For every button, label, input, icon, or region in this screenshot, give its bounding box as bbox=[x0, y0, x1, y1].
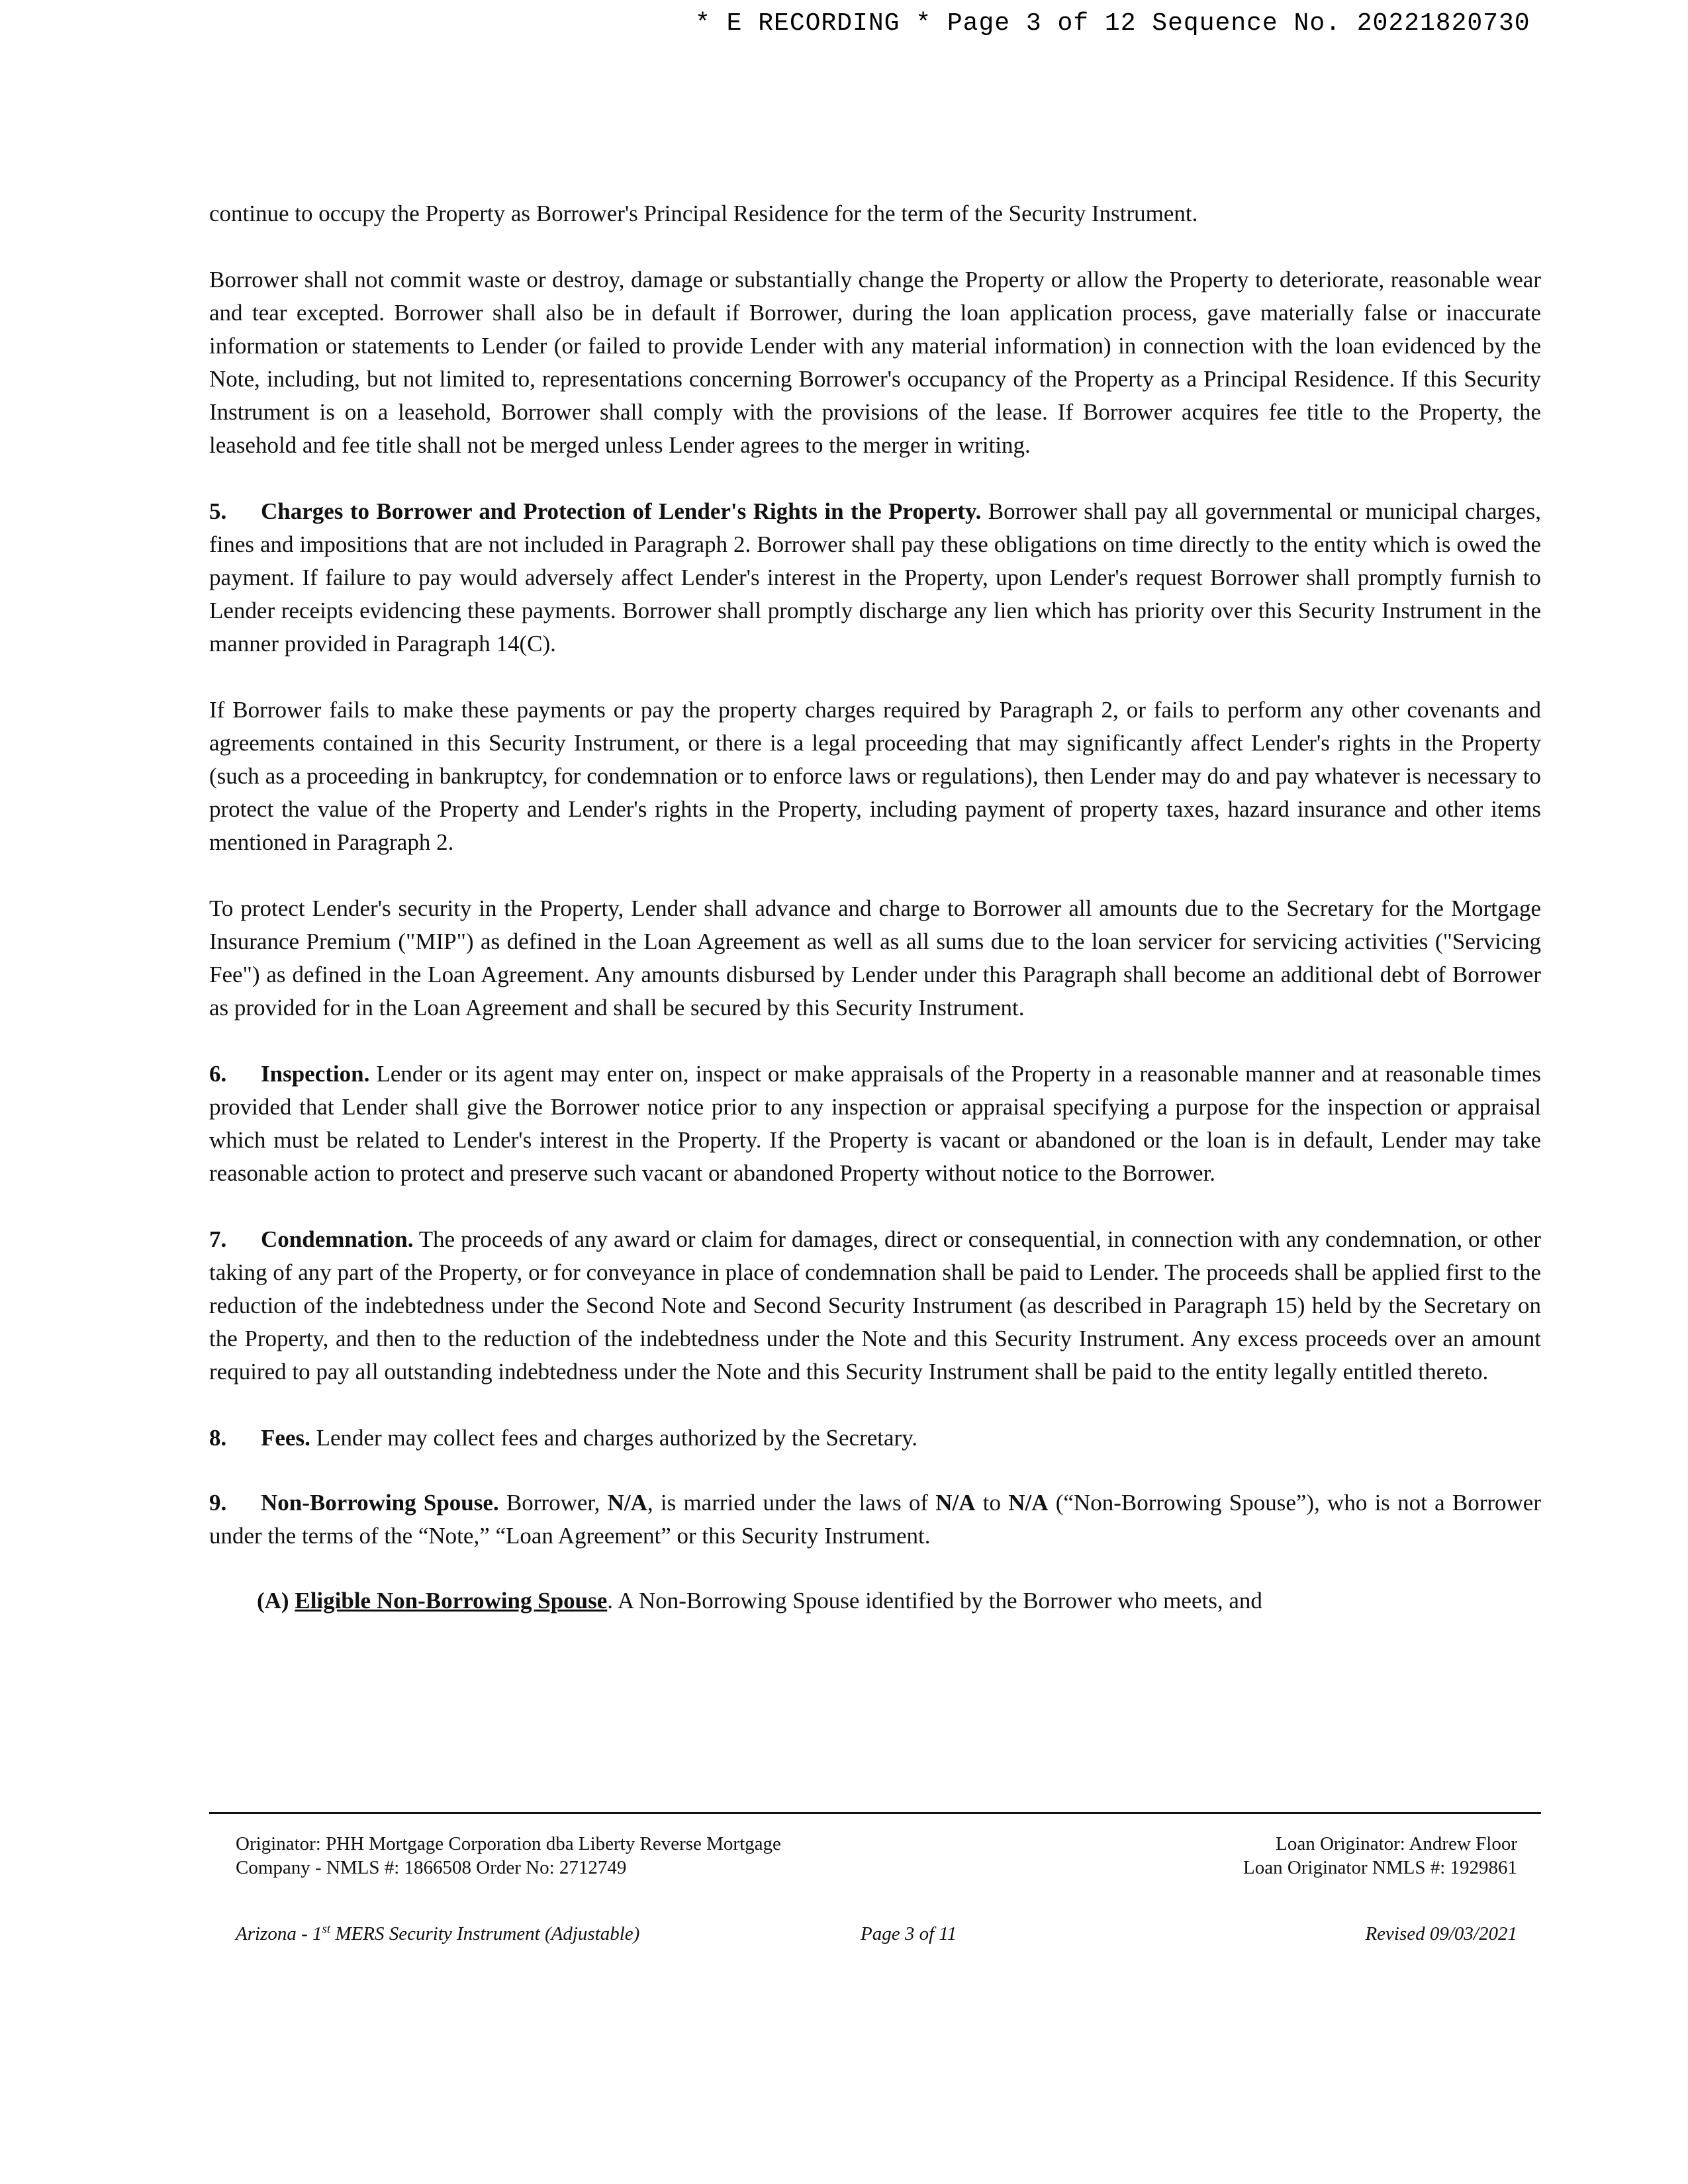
section-heading: Inspection. bbox=[261, 1061, 370, 1087]
section-text: The proceeds of any award or claim for damages, direct or consequential, in connection with any condemnation, or other taking of any part of the Property, or for conveyance in place of condemnation shall be paid to Lender. The proceeds shall be applied first to the reduction of the indebtedness under the Second Note and Second Security Instrument (as described in Paragraph 15) held by the Secretary on the Property, and then to the reduction of the indebtedness under the Note and this Security Instrument. Any excess proceeds over an amount required to pay all outstanding indebtedness under the Note and this Security Instrument shall be paid to the entity legally entitled thereto. bbox=[209, 1226, 1541, 1385]
section-text: Lender may collect fees and charges authorized by the Secretary. bbox=[316, 1425, 918, 1451]
footer-form-row bbox=[236, 1922, 1517, 1948]
section-text-2: , is married under the laws of bbox=[647, 1490, 929, 1516]
borrower-name-value: N/A bbox=[607, 1490, 647, 1516]
subsection-text: . A Non-Borrowing Spouse identified by the Borrower who meets, and bbox=[607, 1588, 1262, 1614]
loan-originator-line-2: Loan Originator NMLS #: 1929861 bbox=[1243, 1857, 1517, 1878]
section-5-paragraph-3: To protect Lender's security in the Property, Lender shall advance and charge to Borrower all amounts due to the Secretary for the Mortgage Insurance Premium ("MIP") as defined in the Loan Agreement as well as all sums due to the loan servicer for servicing activities ("Servicing Fee") as defined in the Loan Agreement. Any amounts disbursed by Lender under this Paragraph shall become an additional debt of Borrower as provided for in the Loan Agreement and shall be secured by this Security Instrument. bbox=[209, 895, 1541, 1021]
section-heading: Fees. bbox=[261, 1425, 310, 1451]
subsection-heading: Eligible Non-Borrowing Spouse bbox=[295, 1588, 608, 1614]
section-text-3: to bbox=[982, 1490, 1001, 1516]
section-7 bbox=[209, 1223, 1541, 1388]
paragraph-continuation: continue to occupy the Property as Borrower's Principal Residence for the term of the Security Instrument. bbox=[209, 201, 1198, 226]
section-number: 9. bbox=[209, 1490, 227, 1516]
originator-info bbox=[236, 1832, 781, 1880]
footer-originator-row bbox=[236, 1832, 1517, 1885]
section-9 bbox=[209, 1486, 1541, 1553]
loan-originator-line-1: Loan Originator: Andrew Floor bbox=[1276, 1833, 1517, 1854]
originator-line-2: Company - NMLS #: 1866508 Order No: 2712749 bbox=[236, 1857, 627, 1878]
marriage-law-value: N/A bbox=[935, 1490, 976, 1516]
subsection-label: (A) bbox=[257, 1588, 289, 1614]
section-text-4: (“Non-Borrowing Spouse”), who is not a Borrower under the terms of the “Note,” “Loan Agreement” or this Security Instrument. bbox=[209, 1490, 1541, 1549]
section-text: Lender or its agent may enter on, inspect or make appraisals of the Property in a reasonable manner and at reasonable times provided that Lender shall give the Borrower notice prior to any inspection or appraisal specifying a purpose for the inspection or appraisal which must be related to Lender's interest in the Property. If the Property is vacant or abandoned or the loan is in default, Lender may take reasonable action to protect and preserve such vacant or abandoned Property without notice to the Borrower. bbox=[209, 1061, 1542, 1186]
section-number: 6. bbox=[209, 1061, 227, 1087]
page-number: Page 3 of 11 bbox=[861, 1923, 957, 1944]
originator-line-1: Originator: PHH Mortgage Corporation dba Liberty Reverse Mortgage bbox=[236, 1833, 781, 1854]
section-number: 7. bbox=[209, 1226, 227, 1252]
document-body bbox=[209, 197, 1541, 1651]
section-6 bbox=[209, 1058, 1541, 1190]
section-heading: Charges to Borrower and Protection of Lender's Rights in the Property. bbox=[261, 498, 982, 524]
form-title: Arizona - 1st MERS Security Instrument (Adjustable) bbox=[236, 1922, 640, 1944]
recording-stamp: * E RECORDING * Page 3 of 12 Sequence No. 20221820730 bbox=[695, 9, 1530, 38]
section-number: 5. bbox=[209, 498, 227, 524]
section-heading: Non-Borrowing Spouse. bbox=[261, 1490, 499, 1516]
section-5-paragraph-2: If Borrower fails to make these payments or pay the property charges required by Paragraph 2, or fails to perform any other covenants and agreements contained in this Security Instrument, or there is a legal proceeding that may significantly affect Lender's rights in the Property (such as a proceeding in bankruptcy, for condemnation or to enforce laws or regulations), then Lender may do and pay whatever is necessary to protect the value of the Property and Lender's rights in the Property, including payment of property taxes, hazard insurance and other items mentioned in Paragraph 2. bbox=[209, 697, 1541, 855]
section-8 bbox=[209, 1422, 1541, 1455]
footer-divider bbox=[209, 1812, 1541, 1814]
section-text: Borrower shall pay all governmental or municipal charges, fines and impositions that are not included in Paragraph 2. Borrower shall pay these obligations on time directly to the entity which is owed the payment. If failure to pay would adversely affect Lender's interest in the Property, upon Lender's request Borrower shall promptly furnish to Lender receipts evidencing these payments. Borrower shall promptly discharge any lien which has priority over this Security Instrument in the manner provided in Paragraph 14(C). bbox=[209, 498, 1542, 657]
revision-date: Revised 09/03/2021 bbox=[1365, 1923, 1517, 1944]
section-heading: Condemnation. bbox=[261, 1226, 414, 1252]
subsection-9a bbox=[209, 1584, 1541, 1617]
section-number: 8. bbox=[209, 1425, 227, 1451]
paragraph-waste: Borrower shall not commit waste or destroy, damage or substantially change the Property or allow the Property to deteriorate, reasonable wear and tear excepted. Borrower shall also be in default if Borrower, during the loan application process, gave materially false or inaccurate information or statements to Lender (or failed to provide Lender with any material information) in connection with the loan evidenced by the Note, including, but not limited to, representations concerning Borrower's occupancy of the Property as a Principal Residence. If this Security Instrument is on a leasehold, Borrower shall comply with the provisions of the lease. If Borrower acquires fee title to the Property, the leasehold and fee title shall not be merged unless Lender agrees to the merger in writing. bbox=[209, 267, 1541, 458]
section-text-1: Borrower, bbox=[506, 1490, 600, 1516]
spouse-name-value: N/A bbox=[1008, 1490, 1049, 1516]
loan-originator-info bbox=[1243, 1832, 1517, 1880]
section-5 bbox=[209, 495, 1541, 660]
